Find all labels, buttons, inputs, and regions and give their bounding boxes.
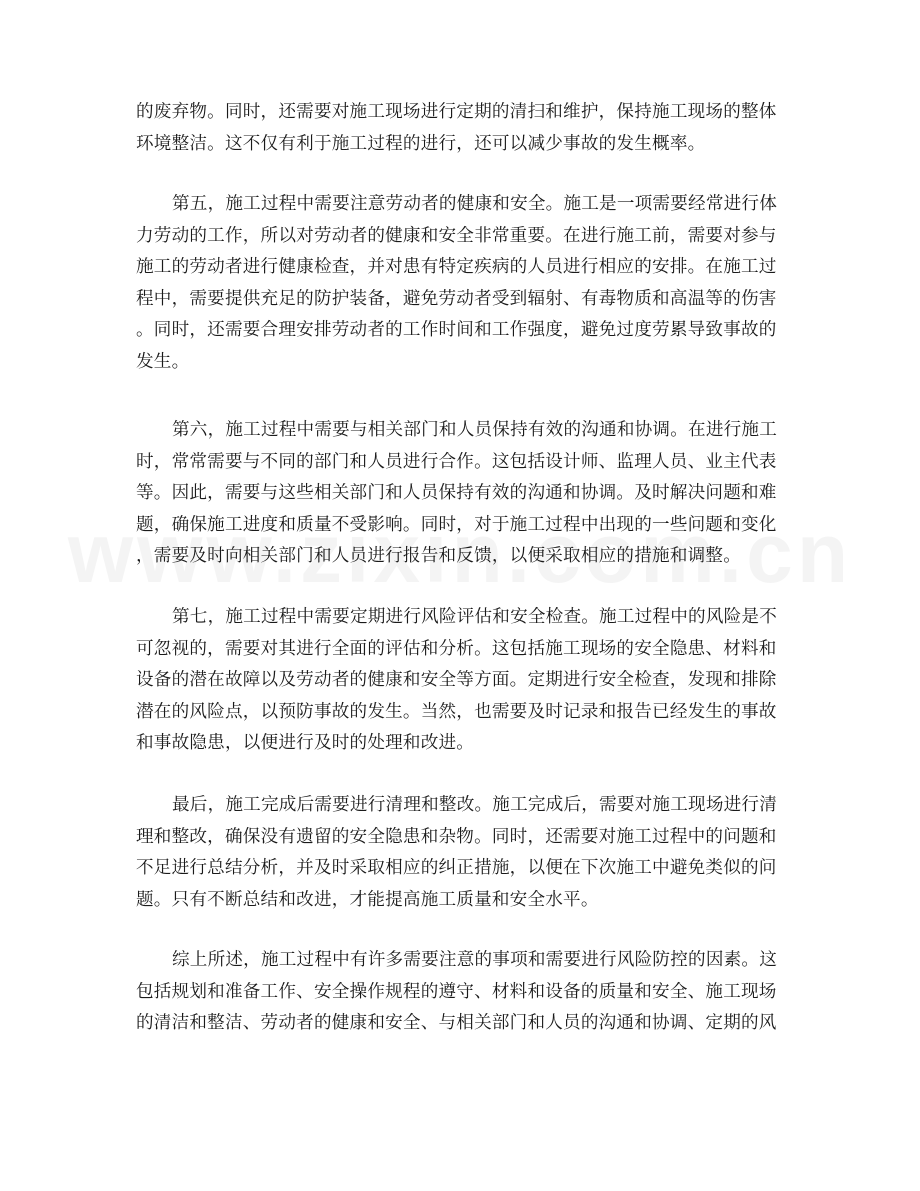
text-line: 的废弃物。同时，还需要对施工现场进行定期的清扫和维护，保持施工现场的整体 bbox=[136, 102, 777, 122]
text-line: 力劳动的工作，所以对劳动者的健康和安全非常重要。在进行施工前，需要对参与 bbox=[136, 225, 777, 246]
text-line: 综上所述，施工过程中有许多需要注意的事项和需要进行风险防控的因素。这 bbox=[172, 950, 777, 970]
text-line: 设备的潜在故障以及劳动者的健康和安全等方面。定期进行安全检查，发现和排除 bbox=[136, 670, 777, 691]
text-line: 。同时，还需要合理安排劳动者的工作时间和工作强度，避免过度劳累导致事故的 bbox=[136, 320, 777, 341]
text-line: 环境整洁。这不仅有利于施工过程的进行，还可以减少事故的发生概率。 bbox=[136, 133, 706, 154]
text-line: 不足进行总结分析，并及时采取相应的纠正措施，以便在下次施工中避免类似的问 bbox=[136, 858, 777, 879]
paragraph-summary bbox=[136, 945, 786, 1040]
text-line: 发生。 bbox=[136, 351, 190, 372]
text-line: 第五，施工过程中需要注意劳动者的健康和安全。施工是一项需要经常进行体 bbox=[172, 194, 777, 214]
paragraph-seventh bbox=[136, 602, 786, 760]
text-line: 程中，需要提供充足的防护装备，避免劳动者受到辐射、有毒物质和高温等的伤害 bbox=[136, 288, 777, 309]
text-line: 最后，施工完成后需要进行清理和整改。施工完成后，需要对施工现场进行清 bbox=[172, 795, 777, 815]
text-line: ，需要及时向相关部门和人员进行报告和反馈，以便采取相应的措施和调整。 bbox=[136, 546, 741, 567]
paragraph-continuation bbox=[136, 97, 786, 160]
text-line: 和事故隐患，以便进行及时的处理和改进。 bbox=[136, 733, 475, 754]
text-line: 时，常常需要与不同的部门和人员进行合作。这包括设计师、监理人员、业主代表 bbox=[136, 451, 777, 472]
text-line: 第六，施工过程中需要与相关部门和人员保持有效的沟通和协调。在进行施工 bbox=[172, 420, 777, 440]
text-line: 第七，施工过程中需要定期进行风险评估和安全检查。施工过程中的风险是不 bbox=[172, 607, 777, 627]
text-line: 题。只有不断总结和改进，才能提高施工质量和安全水平。 bbox=[136, 889, 599, 910]
paragraph-sixth bbox=[136, 415, 786, 573]
text-line: 包括规划和准备工作、安全操作规程的遵守、材料和设备的质量和安全、施工现场 bbox=[136, 981, 777, 1002]
text-line: 理和整改，确保没有遗留的安全隐患和杂物。同时，还需要对施工过程中的问题和 bbox=[136, 826, 777, 847]
text-line: 潜在的风险点，以预防事故的发生。当然，也需要及时记录和报告已经发生的事故 bbox=[136, 701, 777, 722]
text-line: 等。因此，需要与这些相关部门和人员保持有效的沟通和协调。及时解决问题和难 bbox=[136, 483, 777, 504]
text-line: 施工的劳动者进行健康检查，并对患有特定疾病的人员进行相应的安排。在施工过 bbox=[136, 257, 777, 278]
paragraph-fifth bbox=[136, 189, 786, 379]
text-line: 题，确保施工进度和质量不受影响。同时，对于施工过程中出现的一些问题和变化 bbox=[136, 514, 777, 535]
paragraph-finally bbox=[136, 790, 786, 916]
text-line: 的清洁和整洁、劳动者的健康和安全、与相关部门和人员的沟通和协调、定期的风 bbox=[136, 1013, 777, 1034]
text-line: 可忽视的，需要对其进行全面的评估和分析。这包括施工现场的安全隐患、材料和 bbox=[136, 638, 777, 659]
